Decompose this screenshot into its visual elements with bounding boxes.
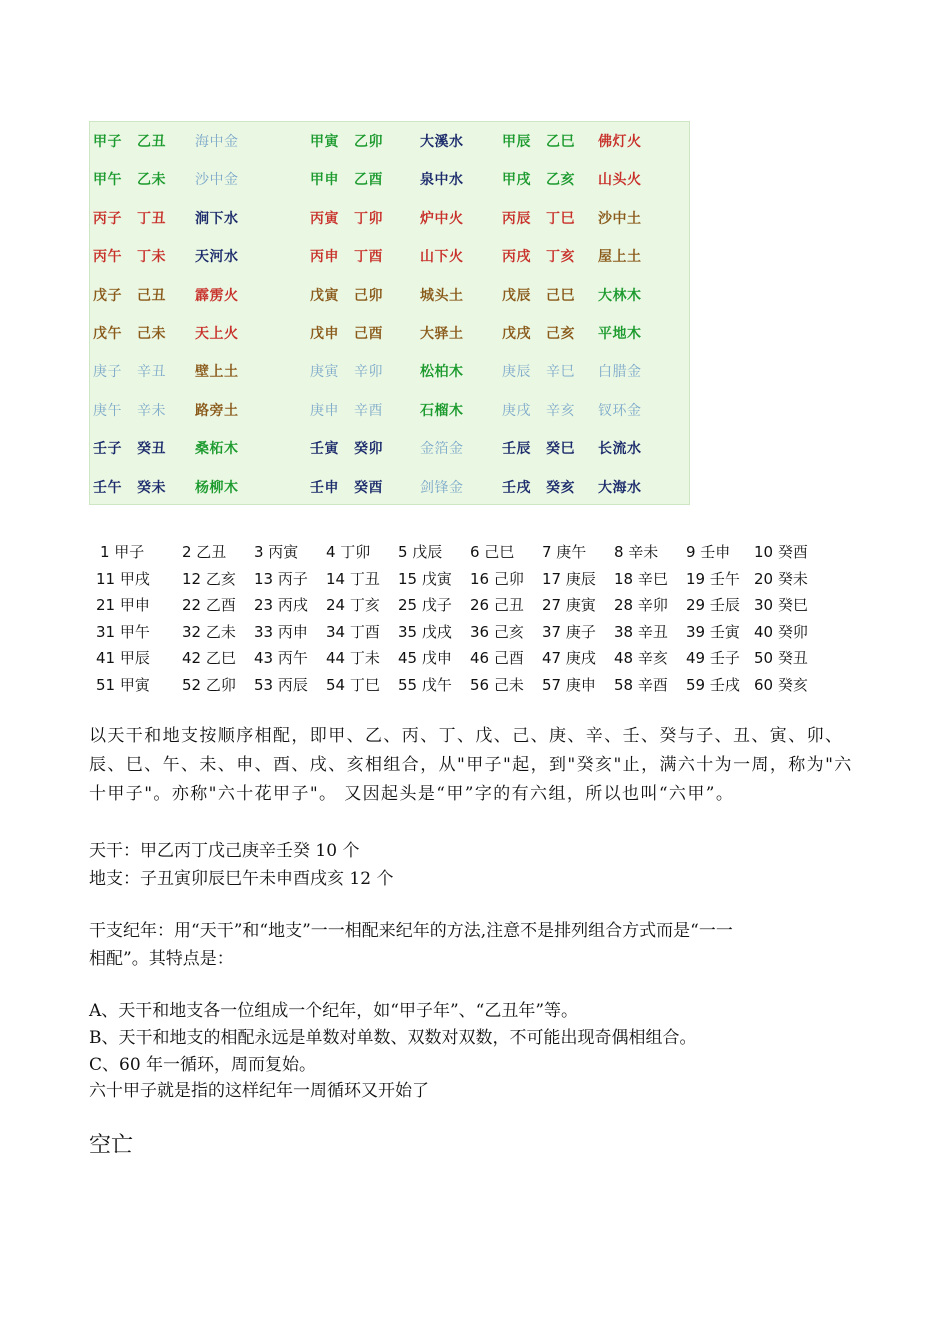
ganzhi-pair: 甲子	[93, 134, 122, 150]
nayin-element: 天上火	[195, 326, 239, 342]
ganzhi-pair: 丁未	[137, 249, 166, 266]
sexagenary-item: 41 甲辰	[96, 649, 150, 667]
sexagenary-item: 26 己丑	[470, 596, 524, 614]
sexagenary-item: 40 癸卯	[754, 622, 808, 641]
sexagenary-item: 10 癸酉	[754, 543, 808, 561]
ganzhi-pair: 己丑	[137, 287, 166, 304]
sexagenary-item: 6 己巳	[470, 543, 515, 561]
nayin-element: 路旁土	[195, 402, 239, 419]
ganzhi-pair: 乙卯	[354, 134, 383, 150]
nayin-element: 壁上土	[195, 364, 239, 381]
ganzhi-pair: 丁卯	[354, 210, 383, 227]
ganzhi-pair: 辛未	[137, 402, 166, 419]
sexagenary-item: 36 己亥	[470, 622, 524, 641]
sexagenary-item: 11 甲戌	[96, 569, 150, 588]
sexagenary-item: 47 庚戌	[542, 649, 596, 667]
nayin-row	[90, 391, 689, 429]
sexagenary-item: 16 己卯	[470, 569, 524, 588]
sexagenary-item: 12 乙亥	[182, 569, 236, 588]
ganzhi-pair: 丁丑	[137, 210, 166, 227]
ganzhi-pair: 戊子	[93, 287, 122, 304]
sexagenary-item: 13 丙子	[254, 569, 308, 588]
sexagenary-item: 4 丁卯	[326, 543, 371, 561]
sexagenary-item: 22 乙酉	[182, 596, 236, 614]
sexagenary-item: 24 丁亥	[326, 596, 380, 614]
ganzhi-pair: 癸巳	[546, 441, 575, 458]
ganzhi-pair: 乙亥	[546, 172, 575, 189]
sexagenary-item: 3 丙寅	[254, 543, 299, 561]
nayin-row	[90, 429, 689, 467]
ganzhi-line-2: 相配”。其特点是：	[89, 949, 234, 969]
sexagenary-item: 44 丁未	[326, 649, 380, 667]
sexagenary-item: 45 戊申	[398, 649, 452, 667]
ganzhi-pair: 癸卯	[354, 441, 383, 458]
ganzhi-pair: 癸亥	[546, 479, 575, 496]
ganzhi-pair: 己卯	[354, 287, 383, 304]
ganzhi-pair: 丙申	[310, 249, 339, 266]
ganzhi-pair: 壬戌	[502, 479, 531, 496]
sexagenary-row	[96, 594, 896, 621]
ganzhi-pair: 甲午	[93, 172, 122, 189]
sexagenary-item: 19 壬午	[686, 569, 740, 588]
sexagenary-item: 7 庚午	[542, 543, 587, 561]
ganzhi-pair: 庚寅	[310, 364, 339, 381]
summary-line: 六十甲子就是指的这样纪年一周循环又开始了	[89, 1081, 429, 1101]
sexagenary-item: 52 乙卯	[182, 675, 236, 694]
sexagenary-item: 49 壬子	[686, 649, 740, 667]
nayin-element: 钗环金	[598, 402, 642, 419]
nayin-element: 白腊金	[598, 364, 642, 381]
nayin-element: 霹雳火	[195, 287, 239, 304]
ganzhi-pair: 甲辰	[502, 134, 531, 150]
sexagenary-item: 14 丁丑	[326, 569, 380, 588]
nayin-row	[90, 276, 689, 314]
point-c: C、60 年一循环，周而复始。	[89, 1055, 317, 1075]
ganzhi-pair: 戊午	[93, 326, 122, 342]
sexagenary-item: 27 庚寅	[542, 596, 596, 614]
ganzhi-pair: 辛亥	[546, 402, 575, 419]
nayin-element: 石榴木	[420, 402, 464, 419]
nayin-table	[89, 121, 690, 505]
ganzhi-pair: 庚申	[310, 402, 339, 419]
nayin-element: 杨柳木	[195, 479, 239, 496]
sexagenary-item: 9 壬申	[686, 543, 731, 561]
ganzhi-pair: 丙子	[93, 210, 122, 227]
intro-paragraph: 以天干和地支按顺序相配，即甲、乙、丙、丁、戊、己、庚、辛、壬、癸与子、丑、寅、卯、辰、巳、午、未、申、酉、戌、亥相组合，从"甲子"起，到"癸亥"止，满六十为一周，称为"六十甲子"。亦称"六十花甲子"。 又因起头是“甲”字的有六组，所以也叫“六甲”。	[89, 726, 853, 804]
sexagenary-row	[96, 621, 896, 648]
sexagenary-item: 20 癸未	[754, 569, 808, 588]
sexagenary-item: 34 丁酉	[326, 622, 380, 641]
sexagenary-item: 1 甲子	[100, 543, 145, 561]
ganzhi-pair: 甲戌	[502, 172, 531, 189]
ganzhi-pair: 乙酉	[354, 172, 383, 189]
sexagenary-item: 46 己酉	[470, 649, 524, 667]
sexagenary-item: 33 丙申	[254, 622, 308, 641]
sexagenary-item: 29 壬辰	[686, 596, 740, 614]
nayin-element: 平地木	[598, 326, 642, 342]
nayin-element: 沙中土	[598, 210, 642, 227]
ganzhi-pair: 辛丑	[137, 364, 166, 381]
nayin-row	[90, 199, 689, 237]
nayin-element: 大驿土	[420, 326, 464, 342]
sexagenary-item: 57 庚申	[542, 675, 596, 694]
nayin-element: 桑柘木	[195, 441, 239, 458]
sexagenary-row	[96, 674, 896, 701]
sexagenary-item: 60 癸亥	[754, 675, 808, 694]
sexagenary-item: 21 甲申	[96, 596, 150, 614]
nayin-element: 剑锋金	[420, 479, 464, 496]
sexagenary-item: 56 己未	[470, 675, 524, 694]
ganzhi-pair: 丙辰	[502, 210, 531, 227]
ganzhi-pair: 丁酉	[354, 249, 383, 266]
point-b: B、天干和地支的相配永远是单数对单数、双数对双数，不可能出现奇偶相组合。	[89, 1028, 697, 1048]
ganzhi-pair: 庚午	[93, 402, 122, 419]
section-heading-kongwang: 空亡	[89, 1133, 134, 1158]
ganzhi-pair: 辛卯	[354, 364, 383, 381]
sexagenary-item: 53 丙辰	[254, 675, 308, 694]
sexagenary-item: 8 辛未	[614, 543, 659, 561]
nayin-row	[90, 468, 689, 506]
sexagenary-item: 55 戊午	[398, 675, 452, 694]
nayin-element: 大海水	[598, 479, 642, 496]
sexagenary-item: 50 癸丑	[754, 649, 808, 667]
sexagenary-item: 23 丙戌	[254, 596, 308, 614]
nayin-element: 大林木	[598, 287, 642, 304]
nayin-row	[90, 237, 689, 275]
sexagenary-item: 17 庚辰	[542, 569, 596, 588]
sexagenary-item: 18 辛巳	[614, 569, 668, 588]
ganzhi-pair: 辛巳	[546, 364, 575, 381]
ganzhi-pair: 癸丑	[137, 441, 166, 458]
ganzhi-pair: 壬子	[93, 441, 122, 458]
ganzhi-pair: 丙午	[93, 249, 122, 266]
ganzhi-pair: 戊戌	[502, 326, 531, 342]
ganzhi-pair: 甲寅	[310, 134, 339, 150]
point-a: A、天干和地支各一位组成一个纪年，如“甲子年”、“乙丑年”等。	[89, 1001, 579, 1021]
nayin-element: 天河水	[195, 249, 239, 266]
nayin-element: 山头火	[598, 172, 642, 189]
sexagenary-item: 15 戊寅	[398, 569, 452, 588]
nayin-element: 城头土	[420, 287, 464, 304]
ganzhi-pair: 辛酉	[354, 402, 383, 419]
sexagenary-item: 48 辛亥	[614, 649, 668, 667]
sexagenary-row	[96, 647, 896, 674]
ganzhi-pair: 乙未	[137, 172, 166, 189]
ganzhi-pair: 乙巳	[546, 134, 575, 150]
ganzhi-pair: 戊辰	[502, 287, 531, 304]
ganzhi-pair: 丙戌	[502, 249, 531, 266]
sexagenary-item: 30 癸巳	[754, 596, 808, 614]
dizhi-line: 地支：子丑寅卯辰巳午未申酉戌亥 12 个	[89, 869, 394, 889]
nayin-element: 金箔金	[420, 441, 464, 458]
ganzhi-pair: 戊寅	[310, 287, 339, 304]
nayin-element: 炉中火	[420, 210, 464, 227]
ganzhi-pair: 庚子	[93, 364, 122, 381]
ganzhi-pair: 丁亥	[546, 249, 575, 266]
ganzhi-pair: 丙寅	[310, 210, 339, 227]
ganzhi-pair: 癸未	[137, 479, 166, 496]
sexagenary-item: 37 庚子	[542, 622, 596, 641]
sexagenary-item: 51 甲寅	[96, 675, 150, 694]
sexagenary-row	[96, 568, 896, 595]
sexagenary-item: 39 壬寅	[686, 622, 740, 641]
sexagenary-item: 5 戊辰	[398, 543, 443, 561]
nayin-element: 海中金	[195, 134, 239, 150]
sexagenary-item: 59 壬戌	[686, 675, 740, 694]
sexagenary-item: 31 甲午	[96, 622, 150, 641]
nayin-element: 松柏木	[420, 364, 464, 381]
ganzhi-pair: 庚戌	[502, 402, 531, 419]
ganzhi-pair: 己酉	[354, 326, 383, 342]
ganzhi-pair: 壬申	[310, 479, 339, 496]
ganzhi-pair: 己未	[137, 326, 166, 342]
nayin-row	[90, 352, 689, 390]
sexagenary-item: 54 丁巳	[326, 675, 380, 694]
nayin-element: 泉中水	[420, 172, 464, 189]
nayin-element: 佛灯火	[598, 134, 642, 150]
nayin-element: 沙中金	[195, 172, 239, 189]
nayin-element: 屋上土	[598, 249, 642, 266]
sexagenary-item: 35 戊戌	[398, 622, 452, 641]
sexagenary-item: 58 辛酉	[614, 675, 668, 694]
sexagenary-item: 2 乙丑	[182, 543, 227, 561]
nayin-element: 大溪水	[420, 134, 464, 150]
ganzhi-pair: 己巳	[546, 287, 575, 304]
ganzhi-pair: 戊申	[310, 326, 339, 342]
nayin-row	[90, 160, 689, 198]
sexagenary-item: 42 乙巳	[182, 649, 236, 667]
tiangan-line: 天干：甲乙丙丁戊己庚辛壬癸 10 个	[89, 841, 360, 861]
ganzhi-pair: 癸酉	[354, 479, 383, 496]
nayin-element: 涧下水	[195, 210, 239, 227]
ganzhi-pair: 壬寅	[310, 441, 339, 458]
ganzhi-pair: 壬午	[93, 479, 122, 496]
sexagenary-row	[96, 541, 896, 568]
sexagenary-item: 25 戊子	[398, 596, 452, 614]
nayin-element: 山下火	[420, 249, 464, 266]
ganzhi-pair: 己亥	[546, 326, 575, 342]
ganzhi-pair: 乙丑	[137, 134, 166, 150]
ganzhi-pair: 甲申	[310, 172, 339, 189]
sexagenary-item: 32 乙未	[182, 622, 236, 641]
sexagenary-item: 28 辛卯	[614, 596, 668, 614]
ganzhi-pair: 丁巳	[546, 210, 575, 227]
ganzhi-line-1: 干支纪年：用“天干”和“地支”一一相配来纪年的方法,注意不是排列组合方式而是“一一	[89, 921, 733, 941]
sexagenary-item: 38 辛丑	[614, 622, 668, 641]
nayin-row	[90, 314, 689, 352]
nayin-element: 长流水	[598, 441, 642, 458]
ganzhi-pair: 庚辰	[502, 364, 531, 381]
sexagenary-item: 43 丙午	[254, 649, 308, 667]
ganzhi-pair: 壬辰	[502, 441, 531, 458]
nayin-row	[90, 122, 689, 160]
